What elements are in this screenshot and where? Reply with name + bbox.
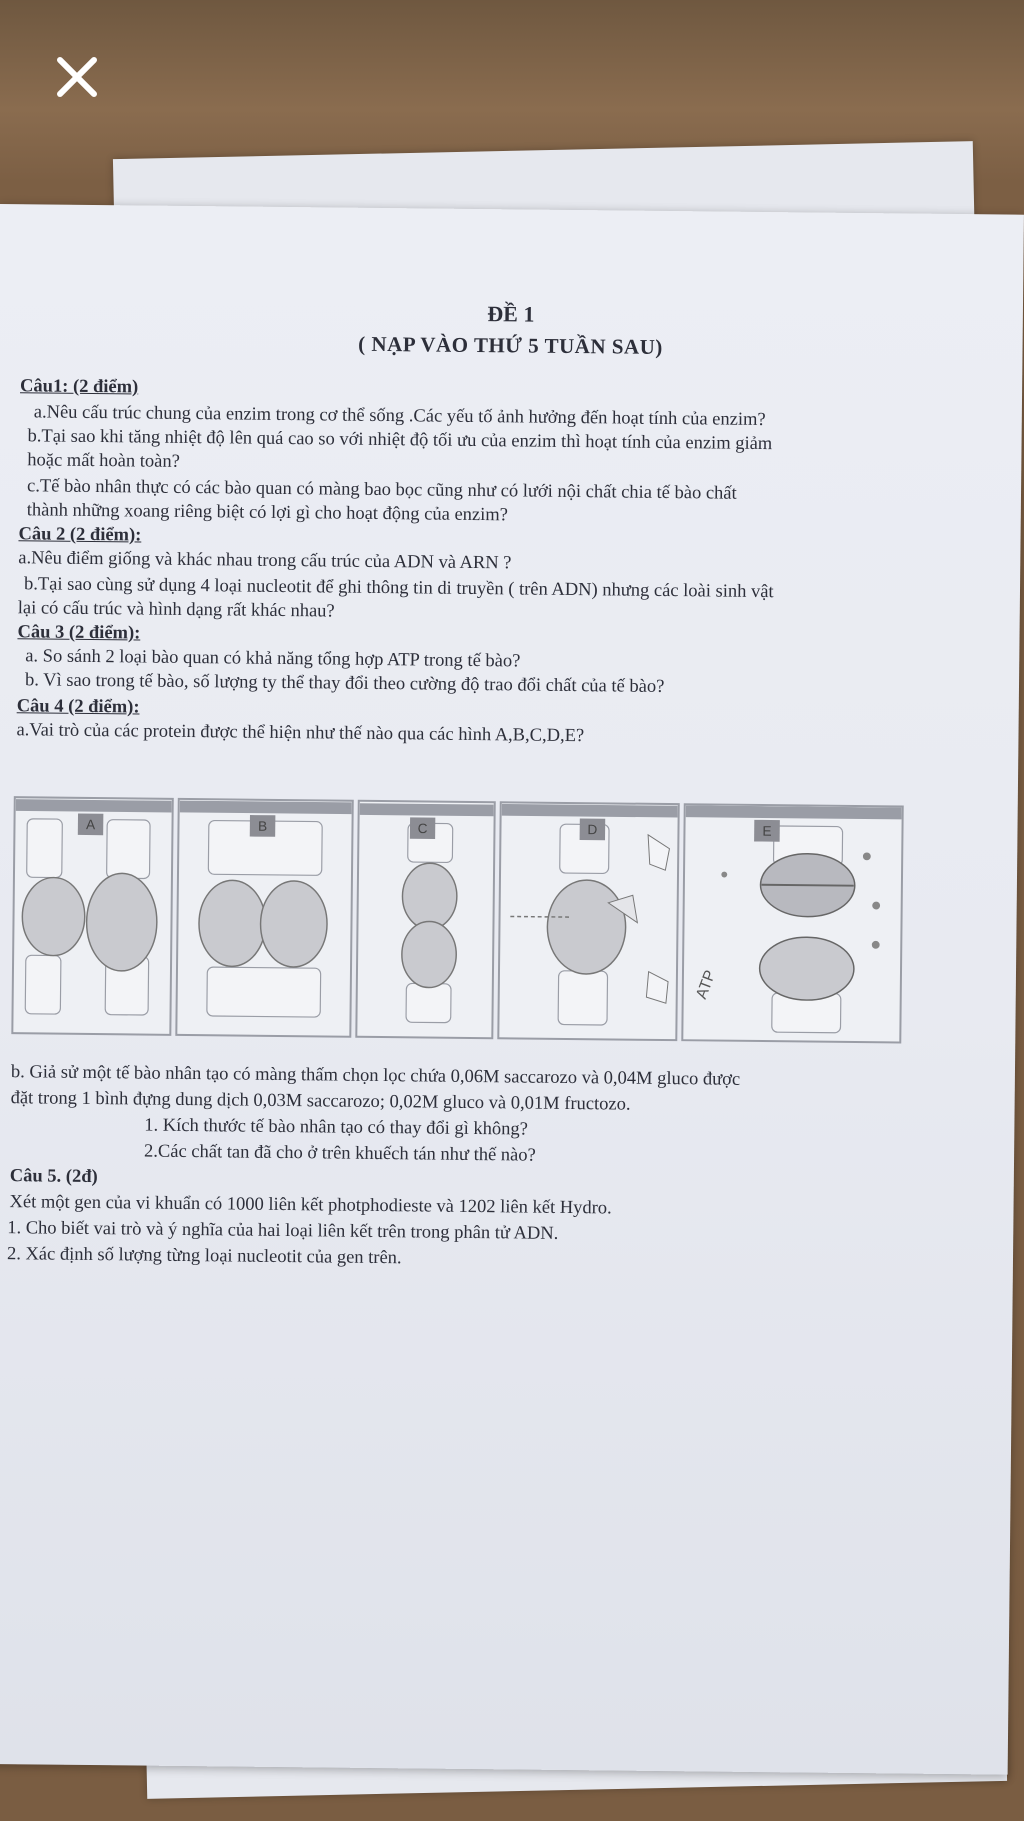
close-button[interactable] xyxy=(46,46,108,108)
q1-part-b-line2: hoặc mất hoàn toàn? xyxy=(27,450,180,472)
page-subtitle: ( NẠP VÀO THỨ 5 TUẦN SAU) xyxy=(358,331,663,359)
q2-part-a: a.Nêu điểm giống và khác nhau trong cấu trúc của ADN và ARN ? xyxy=(18,548,512,574)
atp-label: ATP xyxy=(693,967,720,1002)
q3-heading: Câu 3 (2 điểm): xyxy=(17,622,141,644)
q4-part-b-line1: b. Giả sử một tế bào nhân tạo có màng thấm chọn lọc chứa 0,06M saccarozo và 0,04M gluco được xyxy=(10,1062,741,1090)
figure-label-c: C xyxy=(417,820,428,837)
q2-part-b-line2: lại có cấu trúc và hình dạng rất khác nhau? xyxy=(17,598,335,622)
protein-figure xyxy=(11,796,903,1045)
figure-panel-c xyxy=(355,800,495,1039)
q3-part-a: a. So sánh 2 loại bào quan có khả năng tổng hợp ATP trong tế bào? xyxy=(25,646,521,672)
q1-part-c-line1: c.Tế bào nhân thực có các bào quan có màng bao bọc cũng như có lưới nội chất chia tế bào chất xyxy=(26,476,737,504)
close-icon xyxy=(52,52,102,102)
figure-panel-a xyxy=(11,796,173,1036)
q5-item1: 1. Cho biết vai trò và ý nghĩa của hai loại liên kết trên trong phân tử ADN. xyxy=(7,1218,559,1244)
figure-panel-e xyxy=(681,803,903,1043)
q2-heading: Câu 2 (2 điểm): xyxy=(18,524,142,546)
page-title: ĐỀ 1 xyxy=(487,301,535,327)
q5-heading: Câu 5. (2đ) xyxy=(9,1166,98,1188)
q3-part-b: b. Vì sao trong tế bào, số lượng ty thể thay đổi theo cường độ trao đổi chất của tế bào? xyxy=(24,670,665,697)
figure-panel-b xyxy=(175,798,353,1038)
q4-part-b-line2: đặt trong 1 bình đựng dung dịch 0,03M saccarozo; 0,02M gluco và 0,01M fructozo. xyxy=(10,1088,631,1115)
q4-heading: Câu 4 (2 điểm): xyxy=(16,696,140,718)
q1-part-a: a.Nêu cấu trúc chung của enzim trong cơ thể sống .Các yếu tố ảnh hưởng đến hoạt tính của enzim? xyxy=(33,402,766,431)
q1-part-b-line1: b.Tại sao khi tăng nhiệt độ lên quá cao so với nhiệt độ tối ưu của enzim thì hoạt tính của enzim giảm xyxy=(27,426,773,455)
figure-panel-d xyxy=(497,801,679,1041)
q5-item2: 2. Xác định số lượng từng loại nucleotit của gen trên. xyxy=(6,1244,402,1269)
q4-part-b-item1: 1. Kích thước tế bào nhân tạo có thay đổi gì không? xyxy=(144,1115,529,1140)
figure-label-b: B xyxy=(257,818,268,834)
q2-part-b-line1: b.Tại sao cùng sử dụng 4 loại nucleotit để ghi thông tin di truyền ( trên ADN) nhưng các loài sinh vật xyxy=(23,574,774,603)
q1-heading: Câu1: (2 điểm) xyxy=(19,376,139,398)
q5-intro: Xét một gen của vi khuẩn có 1000 liên kết photphodieste và 1202 liên kết Hydro. xyxy=(9,1192,612,1219)
figure-label-e: E xyxy=(762,823,772,839)
q4-part-a: a.Vai trò của các protein được thể hiện như thế nào qua các hình A,B,C,D,E? xyxy=(16,720,585,747)
figure-label-a: A xyxy=(85,817,96,833)
figure-label-d: D xyxy=(587,822,598,838)
q1-part-c-line2: thành những xoang riêng biệt có lợi gì cho hoạt động của enzim? xyxy=(26,500,509,526)
q4-part-b-item2: 2.Các chất tan đã cho ở trên khuếch tán như thế nào? xyxy=(143,1141,536,1166)
exam-paper xyxy=(0,204,1024,1775)
